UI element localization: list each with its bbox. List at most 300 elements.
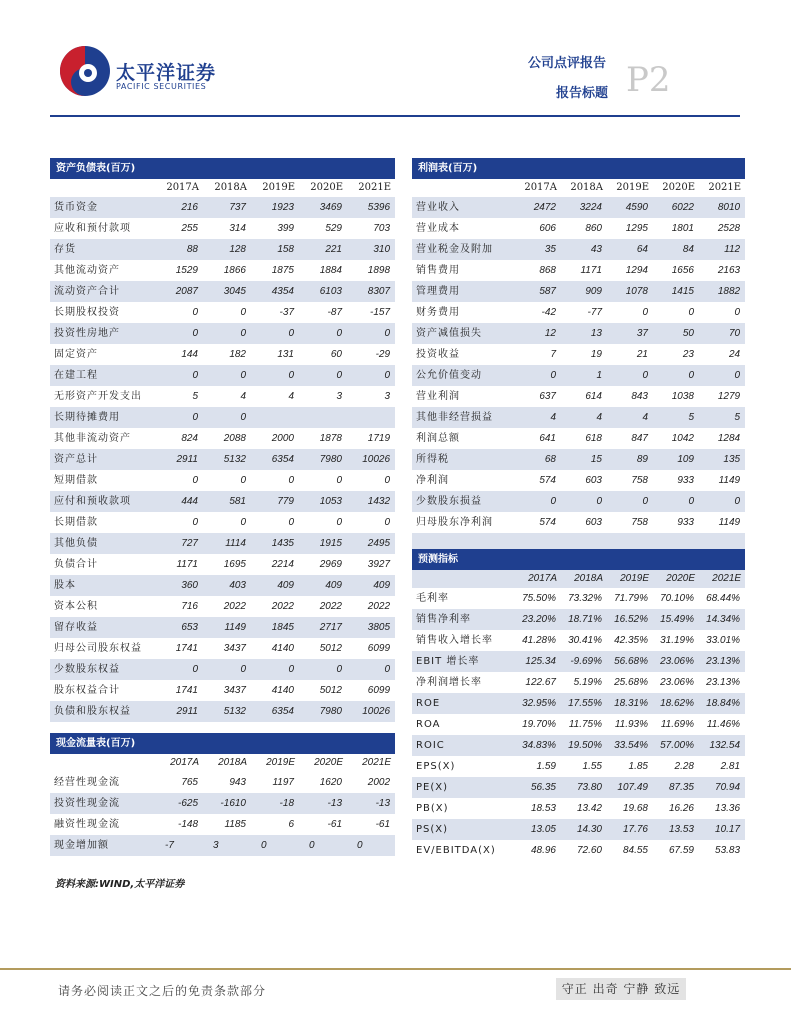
value-cell: 23.06% [653, 651, 699, 672]
value-cell: 614 [585, 391, 602, 402]
value-cell: 11.75% [568, 719, 602, 730]
value-cell: 57.00% [653, 735, 699, 756]
value-cell: 2002 [367, 777, 391, 788]
value-cell: 603 [585, 517, 602, 528]
value-cell: 19.70% [522, 719, 556, 730]
table-title: 现金流量表(百万) [50, 733, 395, 754]
value-cell: 125.34 [515, 651, 561, 672]
value-cell: 637 [539, 391, 556, 402]
value-cell: 0 [203, 407, 251, 428]
row-label: 资产减值损失 [412, 323, 515, 344]
value-cell: 1171 [580, 265, 602, 276]
income-statement-table [412, 158, 745, 554]
value-cell: 1432 [347, 491, 395, 512]
table-row [412, 840, 745, 861]
value-cell: 1845 [251, 617, 299, 638]
value-cell: 933 [677, 475, 694, 486]
table-row [50, 428, 395, 449]
value-cell: 1038 [671, 391, 694, 402]
value-cell: 84.55 [622, 845, 648, 856]
value-cell: 603 [585, 475, 602, 486]
value-cell: 0 [192, 517, 198, 528]
value-cell: 4140 [271, 685, 294, 696]
value-cell: 255 [181, 223, 198, 234]
brand-name-en: PACIFIC SECURITIES [116, 82, 207, 91]
value-cell: 0 [299, 323, 347, 344]
value-cell: 216 [155, 197, 203, 218]
value-cell: 0 [607, 491, 653, 512]
value-cell: 1915 [299, 533, 347, 554]
value-cell: 843 [631, 391, 648, 402]
table-row [412, 651, 745, 672]
table-row [412, 386, 745, 407]
row-label: 经营性现金流 [54, 777, 120, 788]
table-row [50, 617, 395, 638]
value-cell: -77 [587, 307, 602, 318]
table-row [50, 281, 395, 302]
row-label: 长期借款 [54, 517, 98, 528]
value-cell: 37 [607, 323, 653, 344]
value-cell: 70 [699, 323, 745, 344]
year-cell: 2019E [616, 182, 649, 193]
year-cell: 2021E [699, 570, 745, 588]
table-row [50, 470, 395, 491]
value-cell: 4 [240, 391, 246, 402]
row-label: 长期股权投资 [54, 307, 120, 318]
table-row [412, 630, 745, 651]
forecast-indicators-table [412, 549, 745, 861]
value-cell: 1435 [251, 533, 299, 554]
table-row [412, 323, 745, 344]
table-row [50, 239, 395, 260]
value-cell: 716 [181, 601, 198, 612]
value-cell: 4 [515, 407, 561, 428]
value-cell: 19.50% [561, 735, 607, 756]
row-label: 管理费用 [412, 281, 515, 302]
value-cell: 7980 [299, 449, 347, 470]
value-cell: 0 [155, 323, 203, 344]
value-cell: 1866 [223, 265, 246, 276]
table-row [412, 588, 745, 609]
value-cell: 60 [330, 349, 342, 360]
table-header-row [50, 158, 395, 179]
table-row [412, 470, 745, 491]
value-cell: 17.76 [607, 819, 653, 840]
value-cell: 31.19% [660, 635, 694, 646]
value-cell: 1923 [251, 197, 299, 218]
value-cell: 2022 [319, 601, 342, 612]
table-row [50, 386, 395, 407]
value-cell: 73.32% [568, 593, 602, 604]
value-cell: 1882 [699, 281, 745, 302]
value-cell: 0 [203, 323, 251, 344]
value-cell: 23.13% [699, 651, 745, 672]
value-cell: 4 [561, 407, 607, 428]
balance-sheet-table [50, 158, 395, 722]
cashflow-table [50, 733, 395, 856]
row-label: 销售净利率 [412, 609, 515, 630]
row-label: ROIC [412, 735, 515, 756]
table-row [50, 793, 395, 814]
value-cell: 21 [636, 349, 648, 360]
value-cell: 3437 [223, 685, 246, 696]
value-cell: 847 [631, 433, 648, 444]
value-cell: 7 [550, 349, 556, 360]
table-row [50, 554, 395, 575]
value-cell: 10.17 [699, 819, 745, 840]
value-cell: 1875 [271, 265, 294, 276]
value-cell: 943 [229, 777, 246, 788]
value-cell: 5 [699, 407, 745, 428]
value-cell: 0 [240, 517, 246, 528]
value-cell: 6103 [299, 281, 347, 302]
value-cell: 43 [561, 239, 607, 260]
row-label: 营业利润 [416, 391, 460, 402]
value-cell: 0 [192, 475, 198, 486]
value-cell: 122.67 [525, 677, 556, 688]
value-cell: 3469 [299, 197, 347, 218]
value-cell: 6354 [251, 449, 299, 470]
value-cell: 1695 [223, 559, 246, 570]
value-cell: 1.55 [582, 761, 602, 772]
row-label: 资产总计 [50, 449, 155, 470]
row-label: 净利润增长率 [416, 677, 482, 688]
value-cell: 16.26 [668, 803, 694, 814]
value-cell: 13.42 [576, 803, 602, 814]
value-cell: 41.28% [522, 635, 556, 646]
value-cell: 0 [347, 323, 395, 344]
value-cell: -13 [347, 793, 395, 814]
row-label: 投资收益 [416, 349, 460, 360]
value-cell: 0 [688, 307, 694, 318]
value-cell: 35 [515, 239, 561, 260]
value-cell: 727 [155, 533, 203, 554]
value-cell: 409 [347, 575, 395, 596]
table-row [412, 693, 745, 714]
value-cell: 1078 [607, 281, 653, 302]
value-cell: 53.83 [715, 845, 741, 856]
value-cell: -1610 [203, 793, 251, 814]
row-label: 固定资产 [54, 349, 98, 360]
value-cell: -148 [177, 819, 198, 830]
row-label: 股本 [50, 575, 155, 596]
row-label: 负债和股东权益 [50, 701, 155, 722]
table-row [412, 798, 745, 819]
value-cell: 409 [299, 575, 347, 596]
value-cell: 0 [203, 365, 251, 386]
value-cell: 0 [288, 475, 294, 486]
value-cell: 703 [373, 223, 391, 234]
value-cell: 6022 [653, 197, 699, 218]
value-cell: 1719 [367, 433, 391, 444]
value-cell: 15.49% [653, 609, 699, 630]
table-row [412, 714, 745, 735]
row-label: EBIT 增长率 [412, 651, 515, 672]
value-cell [251, 407, 299, 428]
value-cell: 11.69% [660, 719, 694, 730]
value-cell: 3 [384, 391, 391, 402]
table-row [412, 777, 745, 798]
row-label: 营业收入 [412, 197, 515, 218]
value-cell: 158 [251, 239, 299, 260]
value-cell: 112 [699, 239, 745, 260]
value-cell: 824 [181, 433, 198, 444]
value-cell: 1284 [717, 433, 741, 444]
value-cell: 2088 [223, 433, 246, 444]
value-cell: 860 [585, 223, 602, 234]
value-cell: 3927 [367, 559, 391, 570]
value-cell: 360 [155, 575, 203, 596]
value-cell: 6099 [367, 685, 391, 696]
value-cell: 2717 [299, 617, 347, 638]
year-header-blank [412, 179, 515, 197]
year-cell: 2021E [358, 182, 392, 193]
row-label: 留存收益 [50, 617, 155, 638]
row-label: 利润总额 [416, 433, 460, 444]
value-cell: 88 [155, 239, 203, 260]
value-cell: 5012 [319, 643, 342, 654]
table-row [412, 491, 745, 512]
value-cell: 14.34% [699, 609, 745, 630]
report-title: 报告标题 [556, 86, 609, 101]
value-cell: 0 [240, 475, 246, 486]
row-label: 负债合计 [54, 559, 98, 570]
row-label: 少数股东损益 [412, 491, 515, 512]
value-cell: 87.35 [653, 777, 699, 798]
value-cell: 868 [539, 265, 556, 276]
value-cell: 1053 [299, 491, 347, 512]
value-cell: 144 [181, 349, 198, 360]
table-row [412, 735, 745, 756]
row-label: 公允价值变动 [412, 365, 515, 386]
value-cell: 2022 [223, 601, 246, 612]
table-row [50, 772, 395, 793]
value-cell: 4590 [607, 197, 653, 218]
row-label: 长期待摊费用 [50, 407, 155, 428]
value-cell: 34.83% [515, 735, 561, 756]
value-cell: 23.20% [515, 609, 561, 630]
value-cell: 13.05 [515, 819, 561, 840]
header-divider [50, 115, 740, 117]
page-number: P2 [626, 60, 671, 100]
value-cell: 618 [585, 433, 602, 444]
value-cell: 933 [677, 517, 694, 528]
value-cell: 3224 [561, 197, 607, 218]
value-cell: 10026 [347, 701, 395, 722]
value-cell: 8307 [347, 281, 395, 302]
table-row [50, 814, 395, 835]
table-row [50, 407, 395, 428]
value-cell: 17.55% [561, 693, 607, 714]
value-cell: 71.79% [614, 593, 648, 604]
table-row [412, 609, 745, 630]
year-header-row [50, 754, 395, 772]
value-cell: 0 [336, 475, 342, 486]
row-label: EV/EBITDA(X) [416, 845, 496, 856]
value-cell: -87 [327, 307, 342, 318]
value-cell: 409 [251, 575, 299, 596]
value-cell: -18 [251, 793, 299, 814]
value-cell: 18.31% [607, 693, 653, 714]
table-row [50, 638, 395, 659]
row-label: 资本公积 [54, 601, 98, 612]
table-row [412, 260, 745, 281]
value-cell: 18.84% [699, 693, 745, 714]
row-label: ROE [412, 693, 515, 714]
value-cell: -13 [299, 793, 347, 814]
table-row [412, 365, 745, 386]
value-cell: 13.36 [715, 803, 741, 814]
value-cell: 11.93% [614, 719, 648, 730]
value-cell: 8010 [699, 197, 745, 218]
year-cell: 2019E [607, 570, 653, 588]
value-cell: 5396 [347, 197, 395, 218]
value-cell: 1.85 [628, 761, 648, 772]
row-label: 投资性房地产 [50, 323, 155, 344]
value-cell: 0 [251, 323, 299, 344]
value-cell: 3437 [223, 643, 246, 654]
value-cell: 11.46% [706, 719, 741, 730]
value-cell: 89 [607, 449, 653, 470]
table-row [50, 596, 395, 617]
value-cell: 2911 [155, 449, 203, 470]
value-cell: 7980 [299, 701, 347, 722]
table-row [412, 449, 745, 470]
value-cell: 0 [642, 307, 648, 318]
value-cell: 1878 [319, 433, 342, 444]
year-cell: 2018A [218, 757, 247, 768]
year-header-blank [412, 570, 515, 588]
value-cell: 0 [299, 365, 347, 386]
value-cell: 1149 [203, 617, 251, 638]
table-title: 利润表(百万) [412, 158, 745, 179]
row-label: 货币资金 [50, 197, 155, 218]
value-cell: 0 [384, 517, 391, 528]
value-cell: 2969 [319, 559, 342, 570]
value-cell: 5132 [203, 449, 251, 470]
value-cell: 0 [515, 365, 561, 386]
footer-divider [0, 968, 791, 970]
value-cell: 0 [155, 407, 203, 428]
value-cell: 24 [728, 349, 741, 360]
value-cell: 0 [299, 659, 347, 680]
value-cell: -61 [375, 819, 391, 830]
value-cell: 758 [631, 475, 648, 486]
value-cell: 4140 [271, 643, 294, 654]
value-cell: 132.54 [699, 735, 745, 756]
value-cell: 0 [288, 517, 294, 528]
value-cell: 19 [590, 349, 602, 360]
value-cell: 18.71% [561, 609, 607, 630]
row-label: 现金增加额 [50, 835, 155, 856]
table-row [412, 197, 745, 218]
value-cell: 1279 [717, 391, 741, 402]
value-cell: 42.35% [614, 635, 648, 646]
value-cell: 68 [515, 449, 561, 470]
value-cell: 0 [384, 475, 391, 486]
value-cell: 14.30 [561, 819, 607, 840]
value-cell: 5.19% [573, 677, 602, 688]
value-cell: 574 [539, 517, 556, 528]
value-cell: 18.62% [653, 693, 699, 714]
value-cell: 18.53 [530, 803, 556, 814]
value-cell: 70.10% [660, 593, 694, 604]
value-cell: 0 [203, 659, 251, 680]
row-label: 所得税 [412, 449, 515, 470]
company-logo [58, 44, 112, 98]
value-cell: 32.95% [515, 693, 561, 714]
value-cell: 10026 [347, 449, 395, 470]
value-cell: 2911 [155, 701, 203, 722]
table-row [412, 672, 745, 693]
value-cell: 12 [515, 323, 561, 344]
brand-name-cn: 太平洋证券 [116, 62, 217, 84]
value-cell: 109 [653, 449, 699, 470]
value-cell: 1185 [224, 819, 246, 830]
report-type: 公司点评报告 [528, 56, 607, 71]
value-cell: 2087 [155, 281, 203, 302]
row-label: 投资性现金流 [50, 793, 155, 814]
value-cell: -7 [155, 835, 203, 856]
value-cell: 2022 [367, 601, 391, 612]
table-row [50, 575, 395, 596]
row-label: 其他非流动资产 [54, 433, 131, 444]
value-cell: 73.80 [561, 777, 607, 798]
value-cell: -61 [327, 819, 342, 830]
value-cell: 1149 [718, 475, 741, 486]
value-cell: 15 [561, 449, 607, 470]
row-label: 存货 [50, 239, 155, 260]
value-cell: 0 [347, 659, 395, 680]
value-cell: 13 [561, 323, 607, 344]
value-cell: 23.06% [660, 677, 694, 688]
table-row [50, 218, 395, 239]
row-label: 其他流动资产 [54, 265, 120, 276]
value-cell: 909 [561, 281, 607, 302]
value-cell: -625 [155, 793, 203, 814]
row-label: 销售收入增长率 [416, 635, 493, 646]
value-cell: 1149 [718, 517, 741, 528]
table-row [412, 218, 745, 239]
value-cell: 135 [699, 449, 745, 470]
table-row [50, 449, 395, 470]
value-cell: 2495 [347, 533, 395, 554]
value-cell: 25.68% [614, 677, 648, 688]
row-label: 短期借款 [54, 475, 98, 486]
table-row [50, 512, 395, 533]
value-cell: 6099 [367, 643, 391, 654]
value-cell: 64 [607, 239, 653, 260]
row-label: 净利润 [416, 475, 449, 486]
value-cell: 221 [299, 239, 347, 260]
table-row [412, 281, 745, 302]
value-cell: 1042 [671, 433, 694, 444]
value-cell: 581 [203, 491, 251, 512]
table-header-row [412, 158, 745, 179]
value-cell: 3805 [347, 617, 395, 638]
value-cell: 84 [653, 239, 699, 260]
value-cell: 1171 [176, 559, 198, 570]
row-label: PE(X) [412, 777, 515, 798]
row-label: 在建工程 [50, 365, 155, 386]
table-row [412, 302, 745, 323]
value-cell: 641 [539, 433, 556, 444]
year-cell: 2018A [214, 182, 247, 193]
value-cell: 2528 [717, 223, 741, 234]
row-label: 财务费用 [416, 307, 460, 318]
year-cell: 2017A [166, 182, 199, 193]
row-label: 营业成本 [416, 223, 460, 234]
